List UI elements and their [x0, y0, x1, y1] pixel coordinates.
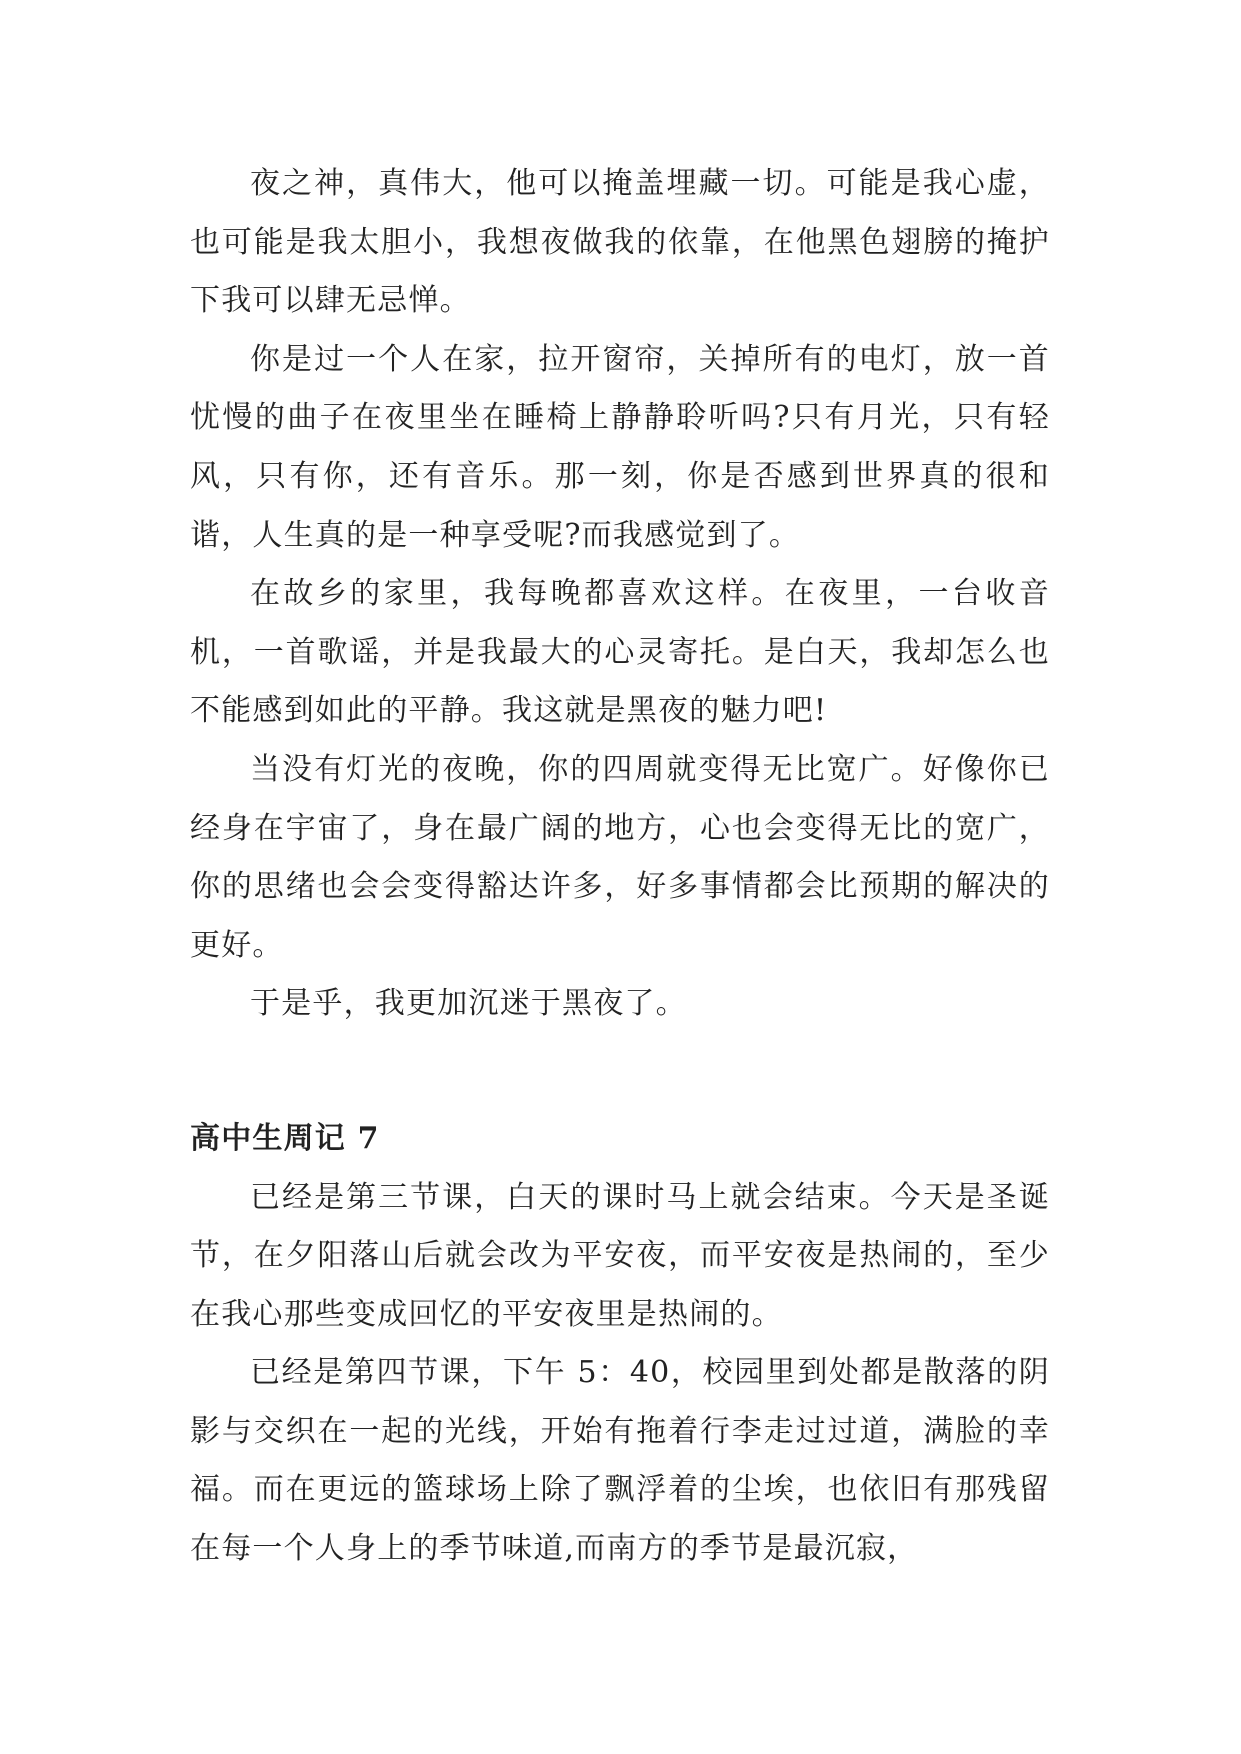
section-title: 高中生周记 7	[190, 1120, 380, 1156]
paragraph: 已经是第四节课，下午 5：40，校园里到处都是散落的阴影与交织在一起的光线，开始有拖着行李走过过道，满脸的幸福。而在更远的篮球场上除了飘浮着的尘埃，也依旧有那残留在每一个人身上的季节味道,而南方的季节是最沉寂，	[190, 1355, 1050, 1567]
paragraph: 你是过一个人在家，拉开窗帘，关掉所有的电灯，放一首忧慢的曲子在夜里坐在睡椅上静静聆听吗?只有月光，只有轻风，只有你，还有音乐。那一刻，你是否感到世界真的很和谐，人生真的是一种享受呢?而我感觉到了。	[190, 341, 1050, 553]
paragraph: 当没有灯光的夜晚，你的四周就变得无比宽广。好像你已经身在宇宙了，身在最广阔的地方，心也会变得无比的宽广，你的思绪也会会变得豁达许多，好多事情都会比预期的解决的更好。	[190, 751, 1050, 963]
paragraph: 在故乡的家里，我每晚都喜欢这样。在夜里，一台收音机，一首歌谣，并是我最大的心灵寄托。是白天，我却怎么也不能感到如此的平静。我这就是黑夜的魅力吧!	[190, 576, 1050, 729]
document-page	[190, 155, 1050, 1579]
paragraph: 于是乎，我更加沉迷于黑夜了。	[250, 986, 687, 1022]
paragraph: 夜之神，真伟大，他可以掩盖埋藏一切。可能是我心虚，也可能是我太胆小，我想夜做我的依靠，在他黑色翅膀的掩护下我可以肆无忌惮。	[190, 166, 1050, 319]
paragraph: 已经是第三节课，白天的课时马上就会结束。今天是圣诞节，在夕阳落山后就会改为平安夜，而平安夜是热闹的，至少在我心那些变成回忆的平安夜里是热闹的。	[190, 1179, 1050, 1332]
section-spacer	[190, 1034, 1050, 1110]
